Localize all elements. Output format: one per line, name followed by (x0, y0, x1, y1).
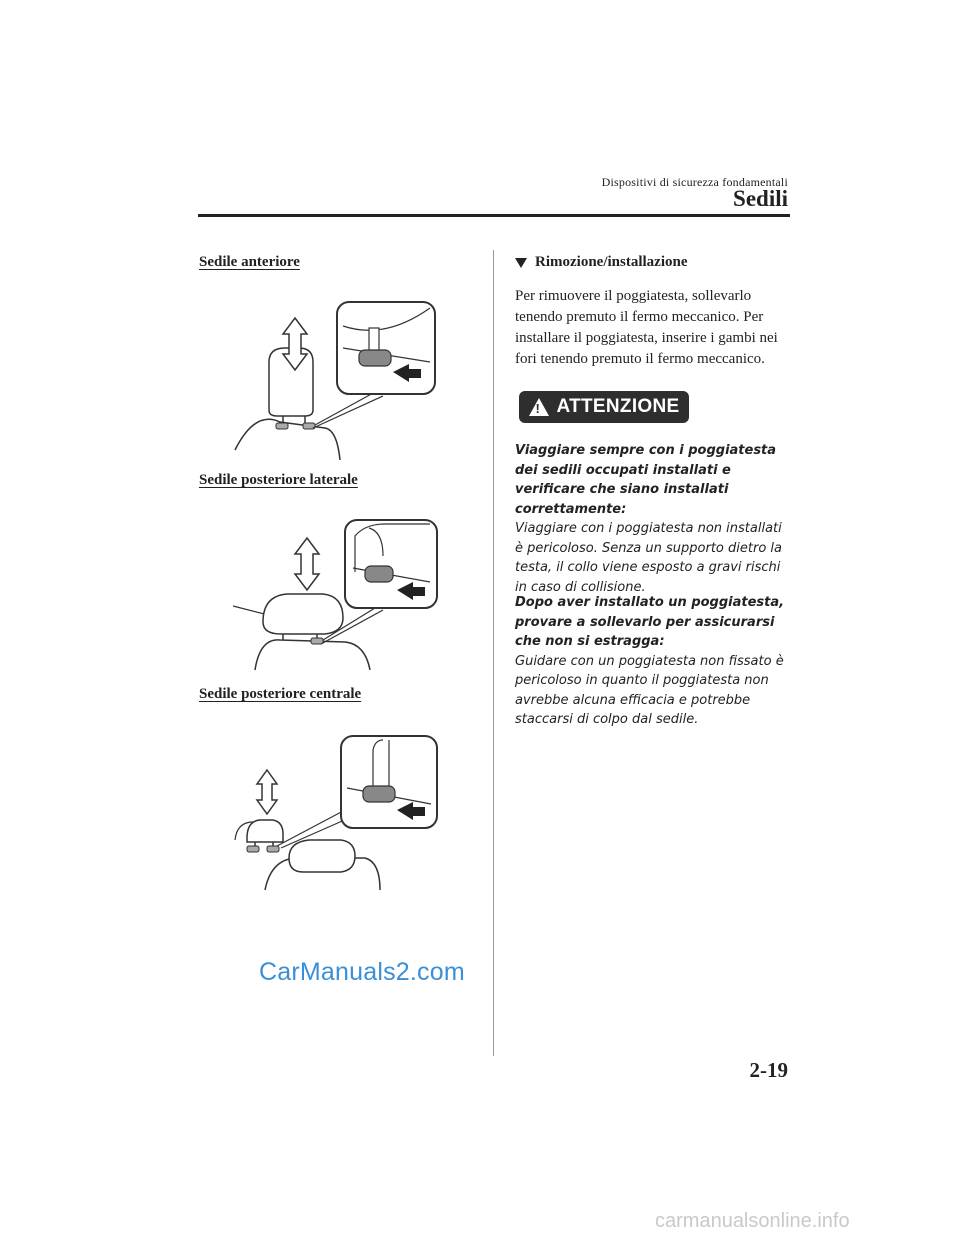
warning-label: ATTENZIONE (556, 396, 680, 417)
instruction-paragraph: Per rimuovere il poggiatesta, sollevarlo tenendo premuto il fermo meccanico. Per installare il poggiatesta, inserire i gambi nei fori tenendo premuto il fermo meccanico. (515, 288, 778, 367)
warning-block-text: Guidare con un poggiatesta non fissato è pericoloso in quanto il poggiatesta non avrebbe alcuna efficacia e potrebbe staccarsi di colpo dal sedile. (515, 653, 784, 727)
header-divider (198, 214, 790, 217)
warning-block-heading: Dopo aver installato un poggiatesta, provare a sollevarlo per assicurarsi che non si estragga: (515, 595, 785, 649)
caption-front-seat: Sedile anteriore (199, 254, 300, 270)
caption-rear-center-seat: Sedile posteriore centrale (199, 686, 362, 702)
watermark-logo: CarManuals2.com (259, 958, 465, 986)
header-section: Dispositivi di sicurezza fondamentali (601, 175, 788, 189)
rear-center-headrest-icon (225, 730, 445, 900)
footer-site-watermark: carmanualsonline.info (655, 1210, 850, 1232)
warning-icon: ! (529, 398, 549, 416)
section-heading-text: Rimozione/installazione (535, 254, 688, 270)
rear-outboard-headrest-icon (225, 510, 445, 680)
section-heading (515, 254, 688, 271)
warning-block-heading: Viaggiare sempre con i poggiatesta dei sedili occupati installati e verificare che siano installati correttamente: (515, 443, 777, 517)
caption-rear-outboard-seat: Sedile posteriore laterale (199, 472, 358, 488)
page-number: 2-19 (749, 1058, 788, 1082)
warning-block (515, 441, 790, 597)
warning-block-text: Viaggiare con i poggiatesta non installati è pericoloso. Senza un supporto dietro la testa, il collo viene esposto a gravi rischi in caso di collisione. (515, 521, 782, 595)
triangle-bullet-icon (515, 258, 527, 268)
warning-badge (519, 391, 689, 423)
column-divider (493, 250, 494, 1056)
page-title: Sedili (733, 186, 788, 211)
warning-block (515, 593, 790, 730)
front-seat-headrest-icon (225, 290, 445, 460)
